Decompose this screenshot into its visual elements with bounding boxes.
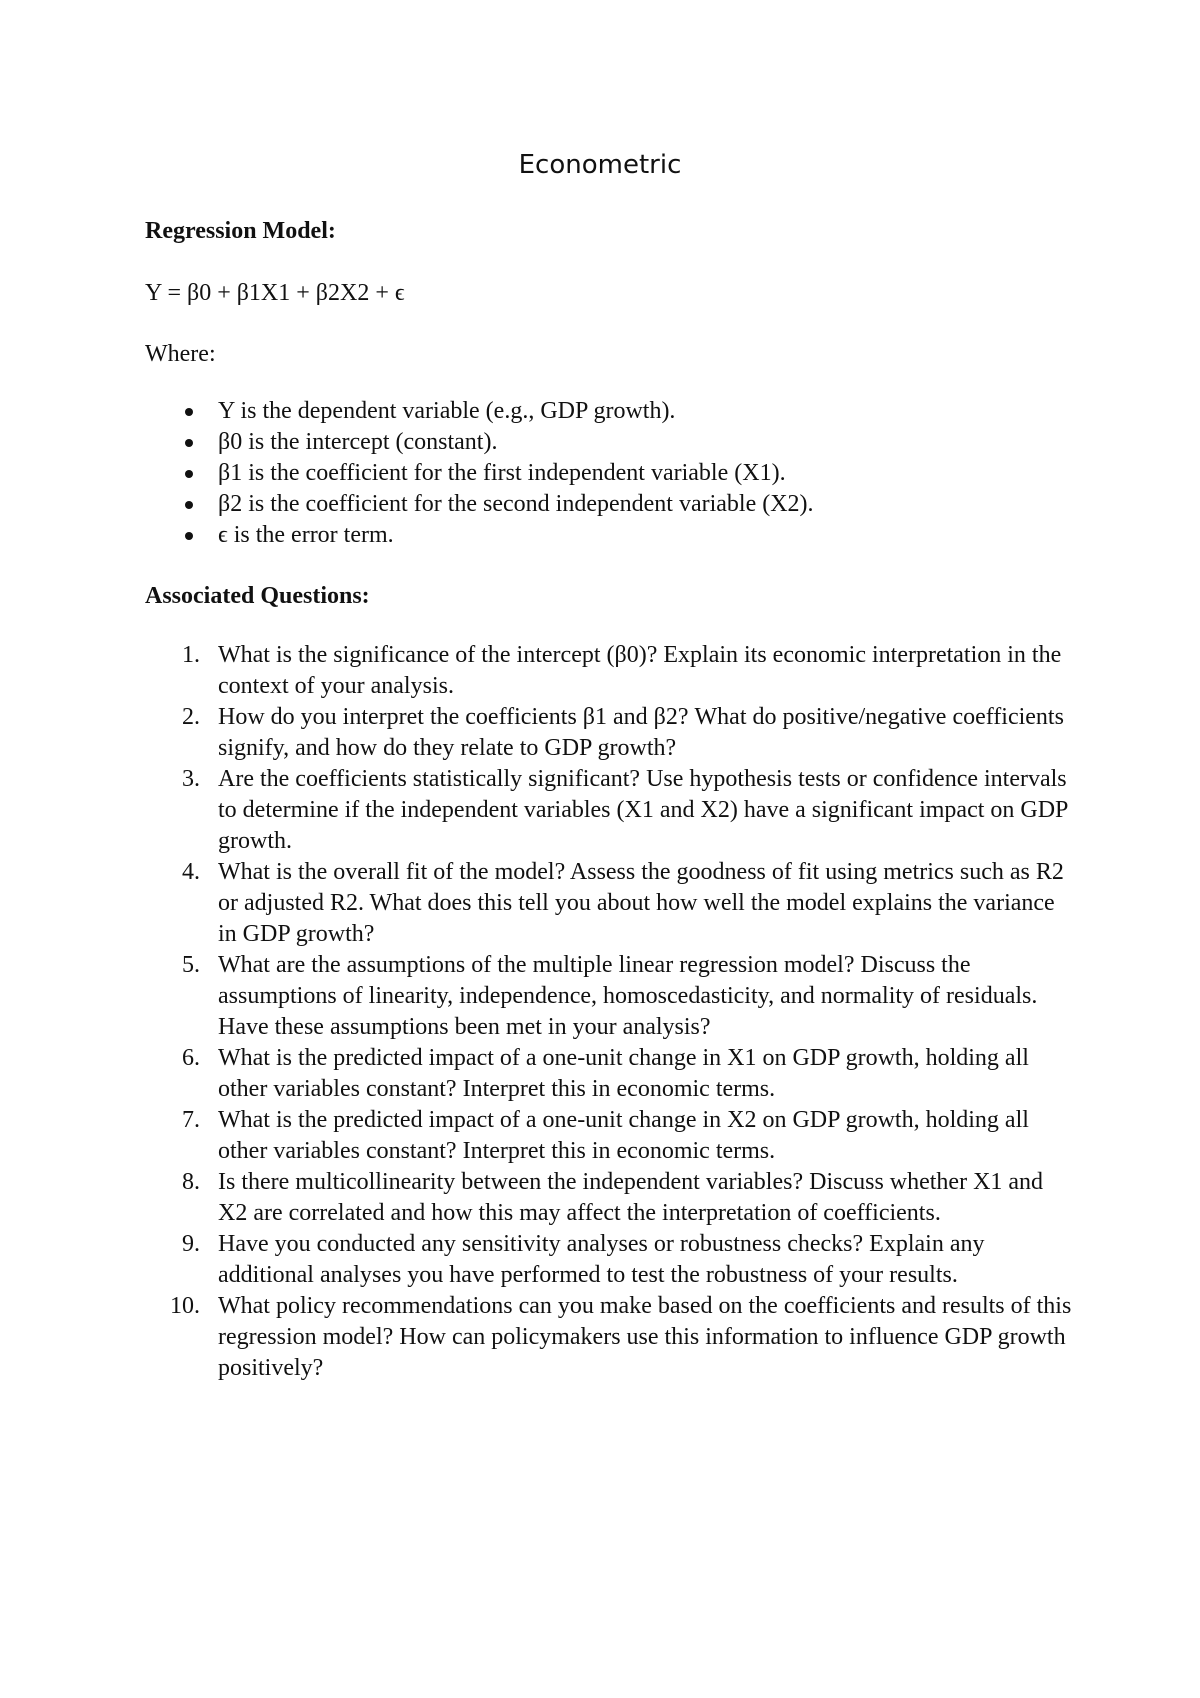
question-list	[145, 640, 1075, 1384]
bullet-icon	[185, 439, 193, 447]
definition-item	[145, 520, 1105, 551]
question-text: What is the significance of the intercept (β0)? Explain its economic interpretation in the context of your analysis.	[218, 642, 1062, 699]
question-text: How do you interpret the coefficients β1 and β2? What do positive/negative coefficients signify, and how do they relate to GDP growth?	[218, 704, 1064, 761]
question-number: 5.	[182, 952, 200, 978]
bullet-icon	[185, 408, 193, 416]
regression-equation: Y = β0 + β1X1 + β2X2 + ϵ	[145, 280, 405, 306]
question-text: What is the overall fit of the model? Assess the goodness of fit using metrics such as R2 or adjusted R2. What does this tell you about how well the model explains the variance in GDP growth?	[218, 859, 1064, 947]
bullet-icon	[185, 470, 193, 478]
question-item	[145, 1167, 1075, 1229]
question-text: What is the predicted impact of a one-unit change in X1 on GDP growth, holding all other variables constant? Interpret this in economic terms.	[218, 1045, 1029, 1102]
question-number: 3.	[182, 766, 200, 792]
question-number: 4.	[182, 859, 200, 885]
question-number: 10.	[170, 1293, 200, 1319]
question-item	[145, 1291, 1075, 1384]
question-text: What are the assumptions of the multiple linear regression model? Discuss the assumptions of linearity, independence, homoscedasticity, and normality of residuals. Have these assumptions been met in your analysis?	[218, 952, 1038, 1040]
regression-model-heading: Regression Model:	[145, 218, 336, 244]
question-text: Are the coefficients statistically significant? Use hypothesis tests or confidence intervals to determine if the independent variables (X1 and X2) have a significant impact on GDP growth.	[218, 766, 1068, 854]
question-number: 1.	[182, 642, 200, 668]
page-title: Econometric	[518, 150, 682, 180]
question-item	[145, 950, 1075, 1043]
question-number: 6.	[182, 1045, 200, 1071]
question-item	[145, 702, 1075, 764]
question-item	[145, 640, 1075, 702]
question-number: 2.	[182, 704, 200, 730]
definition-item	[145, 489, 1105, 520]
definition-item	[145, 458, 1105, 489]
question-item	[145, 764, 1075, 857]
question-number: 7.	[182, 1107, 200, 1133]
question-text: What policy recommendations can you make based on the coefficients and results of this regression model? How can policymakers use this information to influence GDP growth positively?	[218, 1293, 1072, 1381]
definition-text: β1 is the coefficient for the first independent variable (X1).	[218, 460, 786, 486]
where-label: Where:	[145, 341, 216, 367]
bullet-icon	[185, 501, 193, 509]
question-item	[145, 1105, 1075, 1167]
definition-text: β2 is the coefficient for the second independent variable (X2).	[218, 491, 814, 517]
question-text: Is there multicollinearity between the independent variables? Discuss whether X1 and X2 are correlated and how this may affect the interpretation of coefficients.	[218, 1169, 1044, 1226]
question-number: 8.	[182, 1169, 200, 1195]
question-number: 9.	[182, 1231, 200, 1257]
question-item	[145, 857, 1075, 950]
question-item	[145, 1229, 1075, 1291]
definition-text: Y is the dependent variable (e.g., GDP growth).	[218, 398, 676, 424]
definition-item	[145, 427, 1105, 458]
associated-questions-heading: Associated Questions:	[145, 583, 370, 609]
definition-item	[145, 396, 1105, 427]
bullet-icon	[185, 532, 193, 540]
definition-text: ϵ is the error term.	[218, 522, 394, 548]
question-text: Have you conducted any sensitivity analyses or robustness checks? Explain any additional analyses you have performed to test the robustness of your results.	[218, 1231, 985, 1288]
question-text: What is the predicted impact of a one-unit change in X2 on GDP growth, holding all other variables constant? Interpret this in economic terms.	[218, 1107, 1029, 1164]
question-item	[145, 1043, 1075, 1105]
definition-list	[145, 396, 1105, 551]
definition-text: β0 is the intercept (constant).	[218, 429, 498, 455]
